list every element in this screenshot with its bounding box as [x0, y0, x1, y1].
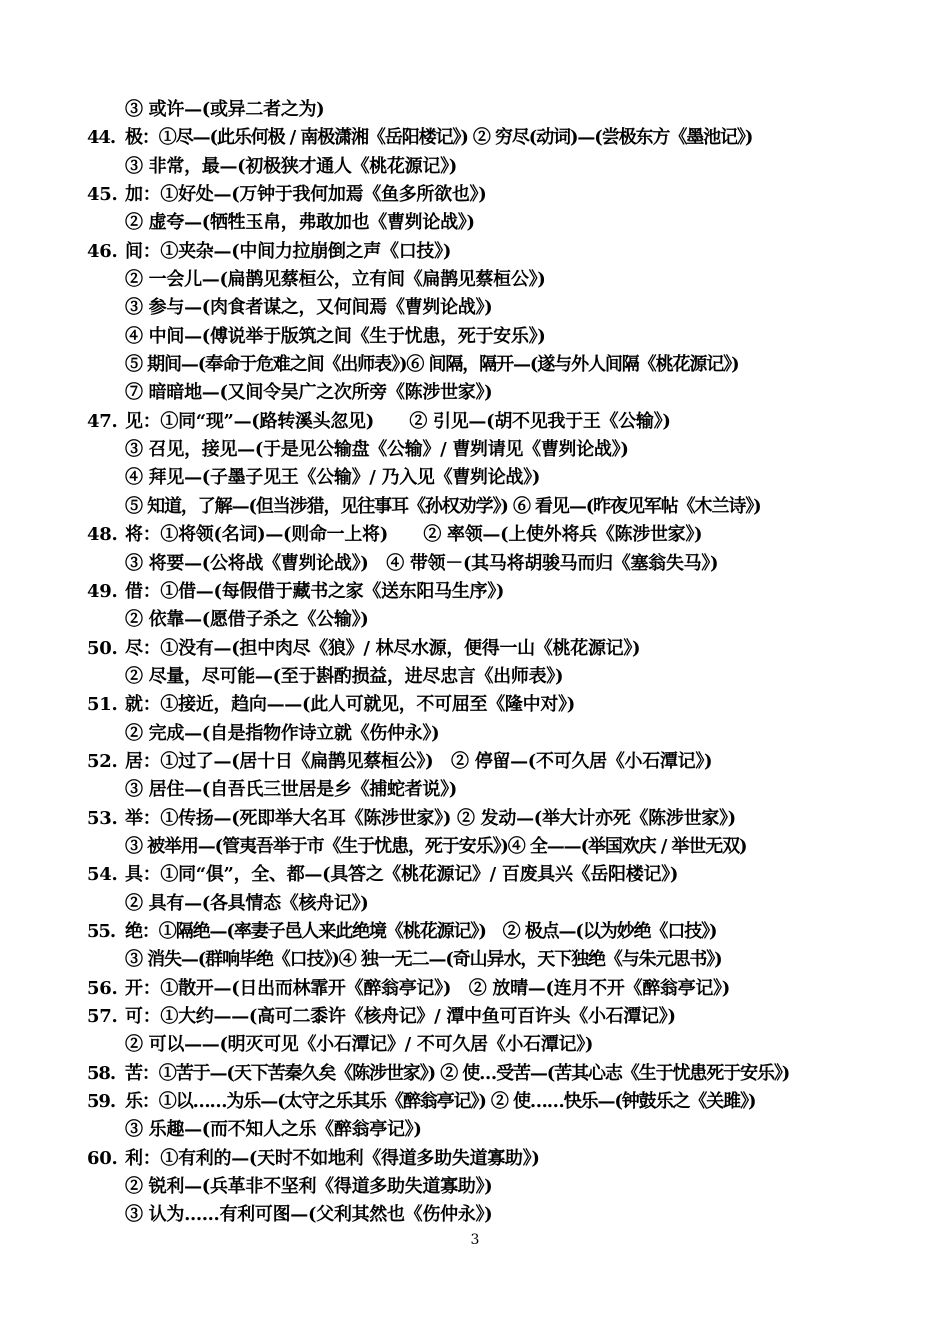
entry-line	[0, 748, 950, 776]
entry-number: 51.	[87, 694, 118, 716]
entry-number: 57.	[87, 1006, 118, 1027]
line-text: 乐：①以……为乐—(太守之乐其乐《醉翁亭记》) ② 使……快乐—(钟鼓乐之《关雎》)	[125, 1091, 756, 1113]
entry-line	[0, 691, 950, 719]
line-text: ③ 乐趣—(而不知人之乐《醉翁亭记》)	[125, 1119, 422, 1141]
line-text: ② 虚夸—(牺牲玉帛，弗敢加也《曹刿论战》)	[125, 212, 475, 234]
line-text: 见：①同“现”—(路转溪头忽见) ② 引见—(胡不见我于王《公输》)	[125, 410, 671, 432]
sense-line	[0, 550, 950, 578]
sense-line	[0, 436, 950, 464]
line-text: ⑤ 期间—(奉命于危难之间《出师表》)⑥ 间隔，隔开—(遂与外人间隔《桃花源记》)	[125, 354, 739, 376]
line-text: 加：①好处—(万钟于我何加焉《鱼多所欲也》)	[125, 184, 487, 206]
entry-number: 46.	[87, 240, 118, 262]
line-text: 尽：①没有—(担中肉尽《狼》/ 林尽水源，便得一山《桃花源记》)	[125, 637, 641, 659]
sense-line	[0, 351, 950, 379]
entry-line	[0, 408, 950, 436]
entry-line	[0, 578, 950, 606]
line-text: 居：①过了—(居十日《扁鹊见蔡桓公》) ② 停留—(不可久居《小石潭记》)	[125, 750, 713, 772]
entry-number: 58.	[87, 1062, 116, 1084]
entry-number: 44.	[87, 127, 116, 149]
entry-number: 49.	[87, 580, 118, 602]
sense-line	[0, 776, 950, 804]
entry-number: 48.	[87, 524, 118, 546]
entry-line	[0, 861, 950, 889]
sense-line	[0, 96, 950, 124]
line-text: ③ 被举用—(管夷吾举于市《生于忧患，死于安乐》)④ 全——(举国欢庆 / 举世无双)	[125, 835, 747, 857]
entry-line	[0, 238, 950, 266]
line-text: ② 具有—(各具情态《核舟记》)	[125, 892, 369, 914]
line-text: 利：①有利的—(天时不如地利《得道多助失道寡助》)	[125, 1147, 540, 1169]
entry-number: 56.	[87, 977, 118, 999]
line-text: ⑤ 知道，了解—(但当涉猎，见往事耳《孙权劝学》) ⑥ 看见—(昨夜见军帖《木兰诗》)	[125, 495, 761, 517]
line-text: 绝：①隔绝—(率妻子邑人来此绝境《桃花源记》) ② 极点—(以为妙绝《口技》)	[125, 920, 717, 942]
sense-line	[0, 1201, 950, 1229]
line-text: ④ 中间—(傅说举于版筑之间《生于忧患，死于安乐》)	[125, 325, 546, 347]
line-text: ② 可以——(明灭可见《小石潭记》/ 不可久居《小石潭记》)	[125, 1034, 594, 1056]
sense-line	[0, 153, 950, 181]
sense-line	[0, 209, 950, 237]
line-text: 举：①传扬—(死即举大名耳《陈涉世家》) ② 发动—(举大计亦死《陈涉世家》)	[125, 807, 736, 829]
sense-line	[0, 266, 950, 294]
entry-line	[0, 1145, 950, 1173]
entry-line	[0, 635, 950, 663]
sense-line	[0, 833, 950, 861]
sense-line	[0, 890, 950, 918]
sense-line	[0, 464, 950, 492]
line-text: ③ 认为……有利可图—(父利其然也《伤仲永》)	[125, 1204, 493, 1226]
sense-line	[0, 663, 950, 691]
sense-line	[0, 1173, 950, 1201]
sense-line	[0, 323, 950, 351]
entry-number: 45.	[87, 184, 118, 206]
entry-number: 52.	[87, 750, 118, 772]
sense-line	[0, 1116, 950, 1144]
entry-line	[0, 124, 950, 152]
line-text: 间：①夹杂—(中间力拉崩倒之声《口技》)	[125, 240, 452, 262]
entry-line	[0, 918, 950, 946]
line-text: ⑦ 暗暗地—(又间令吴广之次所旁《陈涉世家》)	[125, 382, 493, 404]
entry-number: 55.	[87, 920, 116, 942]
entry-number: 50.	[87, 637, 118, 659]
entry-line	[0, 1060, 950, 1088]
line-text: 借：①借—(每假借于藏书之家《送东阳马生序》)	[125, 580, 505, 602]
line-text: 将：①将领(名词)—(则命一上将) ② 率领—(上使外将兵《陈涉世家》)	[125, 524, 703, 546]
sense-line	[0, 720, 950, 748]
entry-number: 59.	[87, 1091, 116, 1113]
line-text: ② 依靠—(愿借子杀之《公输》)	[125, 609, 369, 631]
entry-line	[0, 1003, 950, 1031]
entry-number: 60.	[87, 1147, 118, 1169]
line-text: ③ 消失—(群响毕绝《口技》)④ 独一无二—(奇山异水，天下独绝《与朱元思书》)	[125, 949, 722, 971]
entry-number: 54.	[87, 864, 118, 886]
line-text: ② 锐利—(兵革非不坚利《得道多助失道寡助》)	[125, 1176, 493, 1198]
line-text: ③ 参与—(肉食者谋之，又何间焉《曹刿论战》)	[125, 297, 493, 319]
line-text: ③ 非常，最—(初极狭才通人《桃花源记》)	[125, 155, 457, 177]
line-text: ② 完成—(自是指物作诗立就《伤仲永》)	[125, 722, 440, 744]
line-text: 极：①尽—(此乐何极 / 南极潇湘《岳阳楼记》) ② 穷尽(动词)—(尝极东方《墨池记》)	[125, 127, 753, 149]
sense-line	[0, 493, 950, 521]
line-text: 开：①散开—(日出而林霏开《醉翁亭记》) ② 放晴—(连月不开《醉翁亭记》)	[125, 977, 730, 999]
page-number: 3	[470, 1232, 480, 1248]
entry-number: 53.	[87, 807, 118, 829]
line-text: ③ 或许—(或异二者之为)	[125, 99, 325, 120]
entry-line	[0, 521, 950, 549]
line-text: ② 一会儿—(扁鹊见蔡桓公，立有间《扁鹊见蔡桓公》)	[125, 269, 546, 291]
sense-line	[0, 1031, 950, 1059]
sense-line	[0, 294, 950, 322]
line-text: ③ 将要—(公将战《曹刿论战》) ④ 带领－(其马将胡骏马而归《塞翁失马》)	[125, 552, 719, 574]
entry-line	[0, 1088, 950, 1116]
entry-number: 47.	[87, 410, 118, 432]
entry-line	[0, 181, 950, 209]
entry-line	[0, 975, 950, 1003]
sense-line	[0, 379, 950, 407]
sense-line	[0, 606, 950, 634]
line-text: ③ 居住—(自吾氏三世居是乡《捕蛇者说》)	[125, 779, 457, 801]
line-text: 具：①同“俱”，全、都—(具答之《桃花源记》/ 百废具兴《岳阳楼记》)	[125, 864, 679, 886]
line-text: ④ 拜见—(子墨子见王《公输》/ 乃入见《曹刿论战》)	[125, 467, 541, 489]
line-text: ② 尽量，尽可能—(至于斟酌损益，进尽忠言《出师表》)	[125, 665, 564, 687]
line-text: 可：①大约——(高可二黍许《核舟记》/ 潭中鱼可百许头《小石潭记》)	[125, 1006, 676, 1027]
line-text: ③ 召见，接见—(于是见公输盘《公输》/ 曹刿请见《曹刿论战》)	[125, 439, 629, 461]
line-text: 就：①接近，趋向——(此人可就见，不可屈至《隆中对》)	[125, 694, 575, 716]
vocabulary-list	[0, 96, 950, 1230]
entry-line	[0, 805, 950, 833]
line-text: 苦：①苦于—(天下苦秦久矣《陈涉世家》) ② 使…受苦—(苦其心志《生于忧患死于安乐》)	[125, 1062, 790, 1084]
sense-line	[0, 946, 950, 974]
